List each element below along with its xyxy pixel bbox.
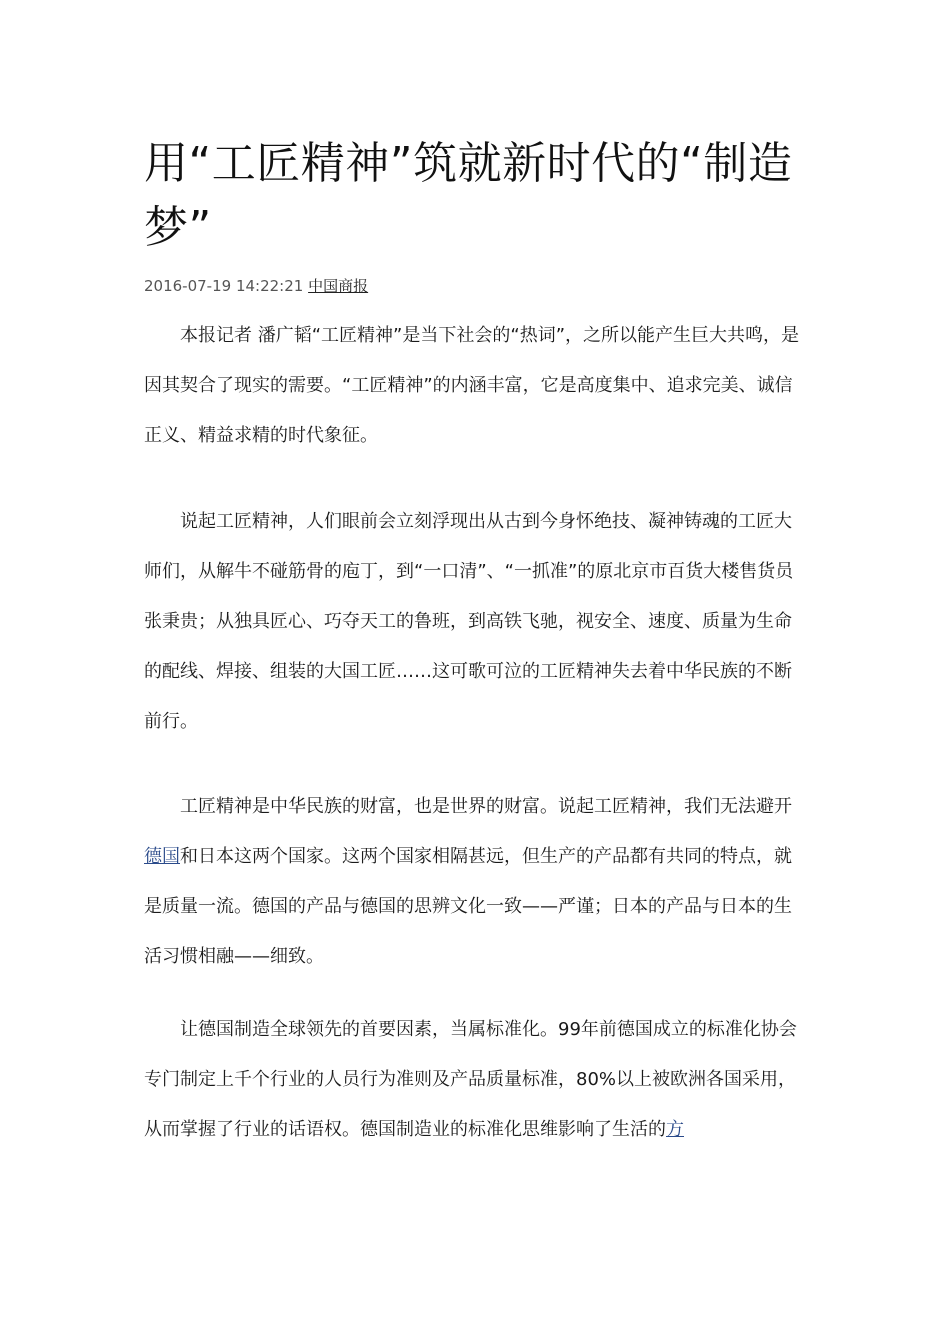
- paragraph-3-text-before: 工匠精神是中华民族的财富，也是世界的财富。说起工匠精神，我们无法避开: [180, 796, 792, 817]
- article-title: 用“工匠精神”筑就新时代的“制造梦”: [144, 138, 793, 253]
- paragraph-2-text: 说起工匠精神，人们眼前会立刻浮现出从古到今身怀绝技、凝神铸魂的工匠大师们，从解牛不碰筋骨的庖丁，到“一口清”、“一抓准”的原北京市百货大楼售货员张秉贵；从独具匠心、巧夺天工的鲁班，到高铁飞驰，视安全、速度、质量为生命的配线、焊接、组装的大国工匠……这可歌可泣的工匠精神失去着中华民族的不断前行。: [144, 511, 794, 732]
- paragraph-4: [144, 1005, 806, 1155]
- paragraph-2: [144, 497, 806, 747]
- paragraph-4-text: 让德国制造全球领先的首要因素，当属标准化。99年前德国成立的标准化协会专门制定上千个行业的人员行为准则及产品质量标准，80%以上被欧洲各国采用，从而掌握了行业的话语权。德国制造业的标准化思维影响了生活的: [144, 1019, 797, 1140]
- paragraph-3: [144, 782, 806, 982]
- paragraph-1: [144, 311, 806, 461]
- publish-date: 2016-07-19 14:22:21: [144, 277, 304, 295]
- paragraph-3-text-after: 和日本这两个国家。这两个国家相隔甚远，但生产的产品都有共同的特点，就是质量一流。德国的产品与德国的思辨文化一致——严谨；日本的产品与日本的生活习惯相融——细致。: [144, 846, 792, 967]
- germany-link[interactable]: 德国: [144, 846, 180, 867]
- paragraph-1-text: 本报记者 潘广韬“工匠精神”是当下社会的“热词”，之所以能产生巨大共鸣，是因其契合了现实的需要。“工匠精神”的内涵丰富，它是高度集中、追求完美、诚信正义、精益求精的时代象征。: [144, 325, 800, 446]
- article-meta: [144, 274, 368, 298]
- fang-link[interactable]: 方: [666, 1119, 684, 1140]
- source-link[interactable]: 中国商报: [308, 277, 369, 295]
